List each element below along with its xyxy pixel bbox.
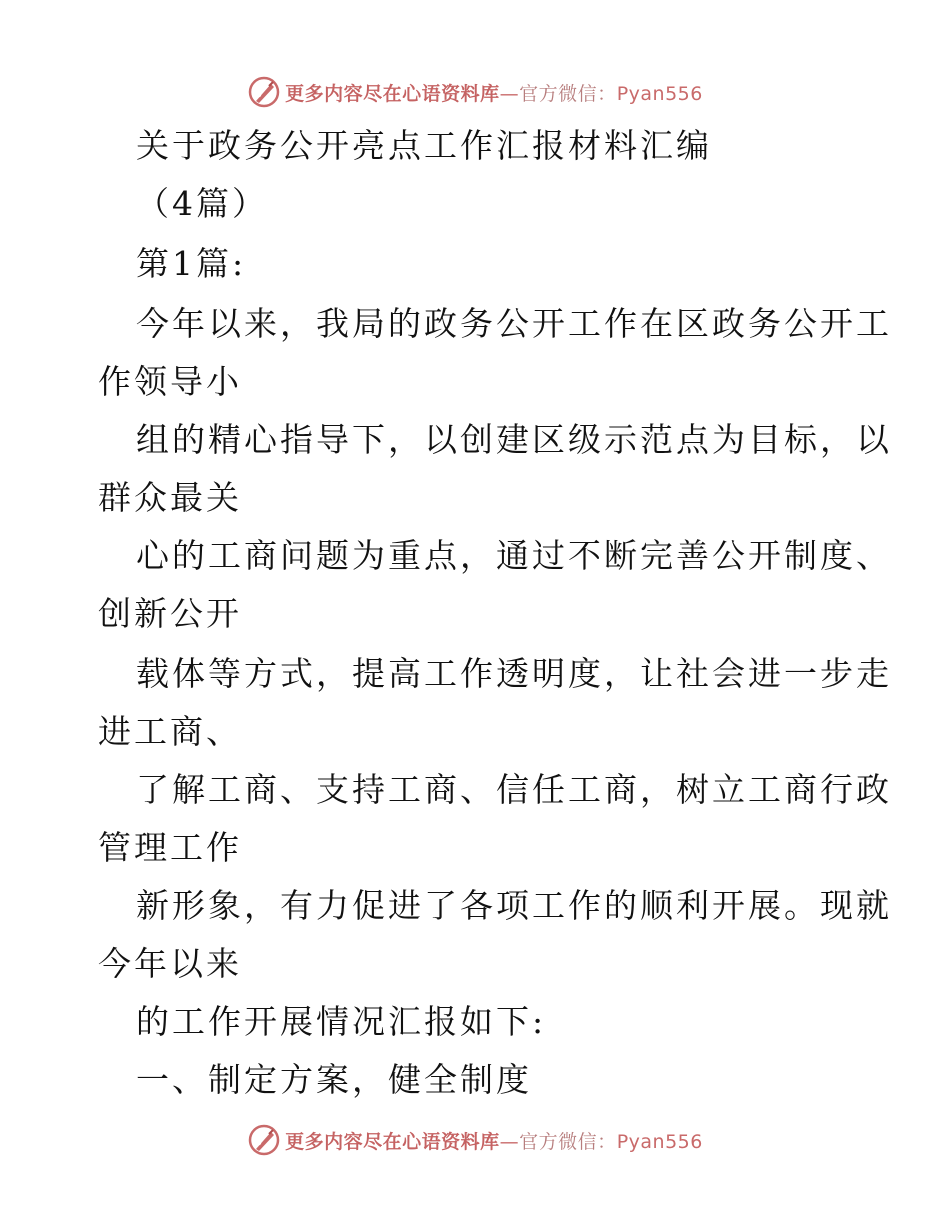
- watermark-label: 官方微信：: [519, 82, 617, 105]
- paragraph-line: 载体等方式，提高工作透明度，让社会进一步走: [136, 654, 892, 693]
- paragraph-line: 群众最关: [98, 478, 242, 517]
- paragraph-line: 了解工商、支持工商、信任工商，树立工商行政: [136, 770, 892, 809]
- header-watermark: [0, 72, 950, 112]
- paragraph-line: 作领导小: [98, 362, 242, 401]
- watermark-wechat-id: Pyan556: [616, 1130, 703, 1153]
- watermark-text: [285, 1127, 703, 1154]
- watermark-label: 官方微信：: [519, 1130, 617, 1153]
- section-heading: 第1篇:: [136, 244, 247, 283]
- quill-logo-icon: [247, 75, 281, 109]
- subheading: 一、制定方案，健全制度: [136, 1060, 532, 1099]
- footer-watermark: [0, 1120, 950, 1160]
- paragraph-line: 进工商、: [98, 712, 242, 751]
- paragraph-line: 心的工商问题为重点，通过不断完善公开制度、: [136, 536, 892, 575]
- paragraph-line: 今年以来: [98, 944, 242, 983]
- paragraph-line: 创新公开: [98, 594, 242, 633]
- watermark-wechat-id: Pyan556: [616, 82, 703, 105]
- quill-logo-icon: [247, 1123, 281, 1157]
- watermark-text: [285, 79, 703, 106]
- watermark-separator: —: [499, 82, 520, 105]
- paragraph-line: 新形象，有力促进了各项工作的顺利开展。现就: [136, 886, 892, 925]
- paragraph-line: 的工作开展情况汇报如下:: [136, 1002, 547, 1041]
- watermark-site: 更多内容尽在心语资料库: [285, 1130, 500, 1153]
- document-title-line-2: （4篇）: [136, 184, 268, 223]
- paragraph-line: 管理工作: [98, 828, 242, 867]
- watermark-separator: —: [499, 1130, 520, 1153]
- watermark-site: 更多内容尽在心语资料库: [285, 82, 500, 105]
- paragraph-line: 今年以来，我局的政务公开工作在区政务公开工: [136, 304, 892, 343]
- paragraph-line: 组的精心指导下，以创建区级示范点为目标，以: [136, 420, 892, 459]
- document-title-line-1: 关于政务公开亮点工作汇报材料汇编: [136, 126, 712, 165]
